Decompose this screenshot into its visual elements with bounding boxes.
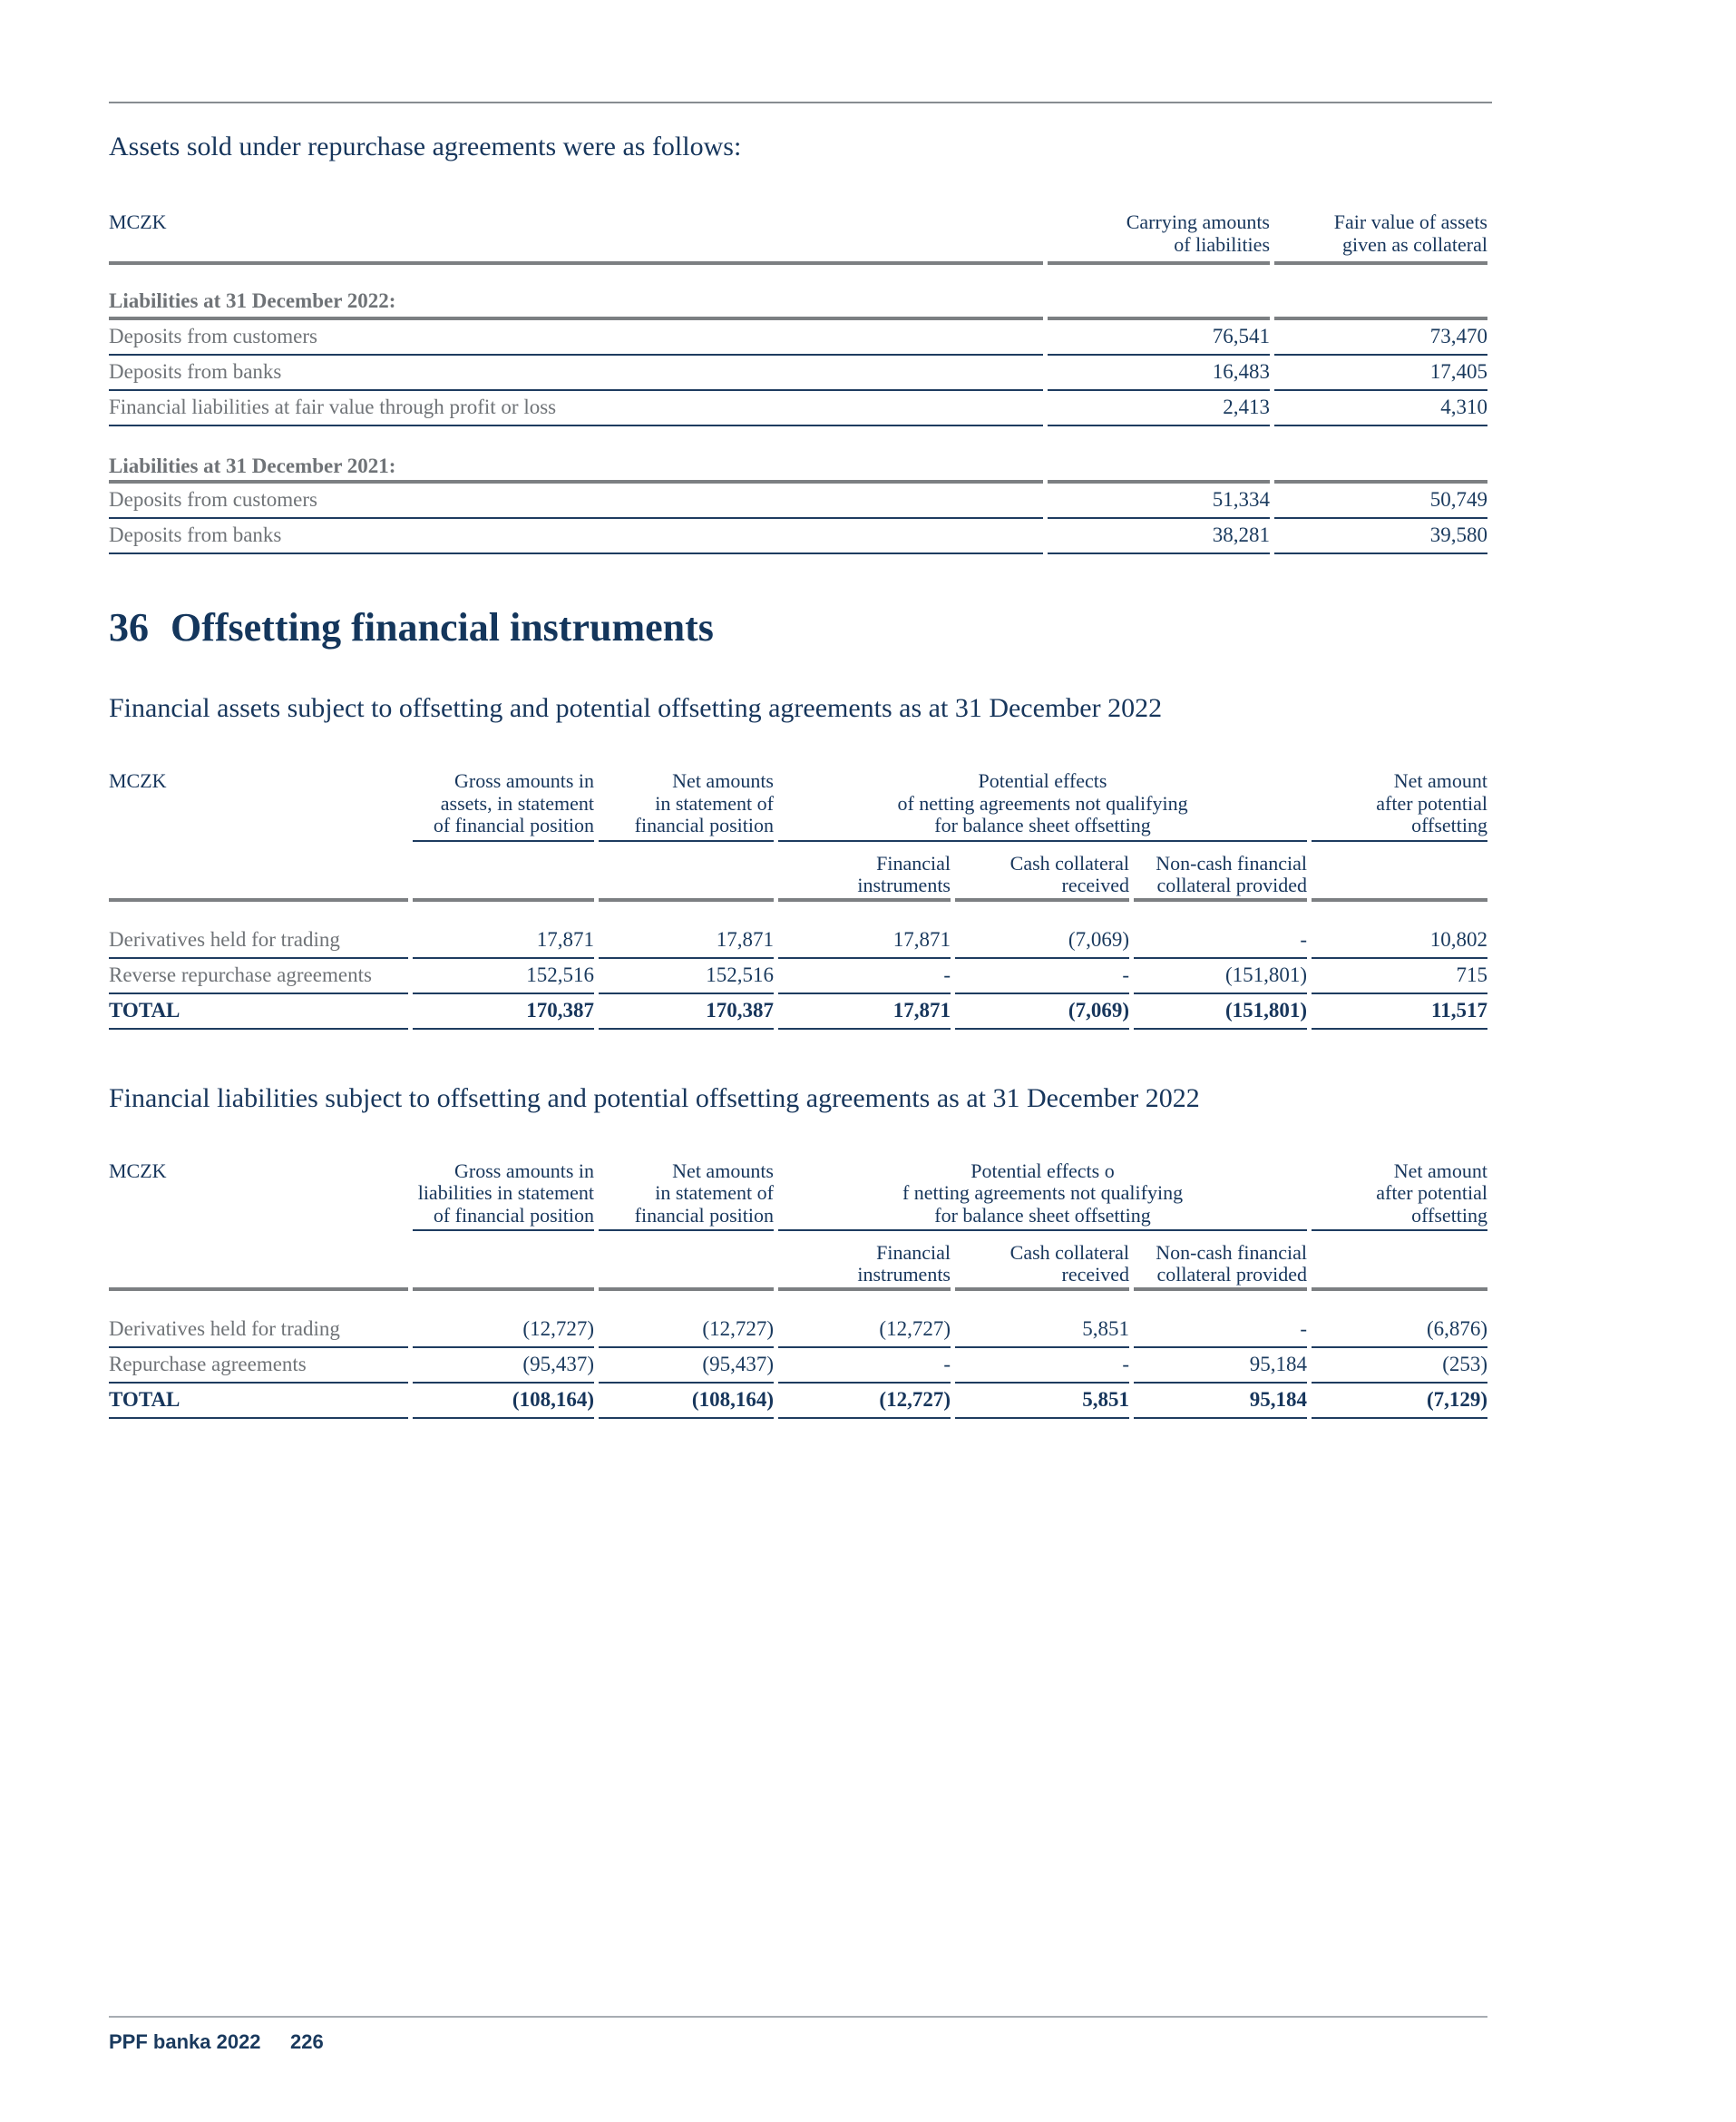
section-number: 36: [109, 605, 149, 650]
fair-value: 4,310: [1274, 391, 1487, 426]
page-footer: [109, 2016, 1487, 2054]
subcolumn-financial-instruments: Financial instruments: [778, 842, 951, 902]
total-row: TOTAL (108,164) (108,164) (12,727) 5,851 95,184 (7,129): [109, 1384, 1487, 1419]
table-row: [109, 391, 1487, 426]
carrying-amount-value: 38,281: [1048, 519, 1270, 554]
fair-value: 39,580: [1274, 519, 1487, 554]
row-label: Deposits from banks: [109, 356, 1043, 391]
column-header-fair-value: Fair value of assets given as collateral: [1274, 210, 1487, 265]
page-content: [109, 0, 1492, 1419]
spacer-row: [109, 426, 1487, 452]
column-header-net-after: Net amount after potential offsetting: [1312, 770, 1487, 842]
footer-divider: [109, 2016, 1487, 2018]
subcolumn-financial-instruments: Financial instruments: [778, 1231, 951, 1291]
row-label: Reverse repurchase agreements: [109, 959, 408, 994]
column-header-potential-effects: Potential effects o f netting agreements not qualifying for balance sheet offsetting: [778, 1160, 1307, 1232]
offsetting-header-row: [109, 770, 1487, 842]
unit-label: MCZK: [109, 770, 408, 902]
row-label: Deposits from banks: [109, 519, 1043, 554]
table-row: Derivatives held for trading 17,871 17,871 17,871 (7,069) - 10,802: [109, 902, 1487, 959]
fair-value: 17,405: [1274, 356, 1487, 391]
column-header-gross: Gross amounts in assets, in statement of financial position: [413, 770, 594, 842]
table-row: [109, 484, 1487, 519]
table-row: [109, 320, 1487, 356]
column-header-net: Net amounts in statement of financial position: [599, 1160, 774, 1232]
offsetting-header-row: [109, 1160, 1487, 1232]
column-header-net: Net amounts in statement of financial position: [599, 770, 774, 842]
carrying-amount-value: 76,541: [1048, 320, 1270, 356]
row-label: Derivatives held for trading: [109, 902, 408, 959]
row-label: Deposits from customers: [109, 320, 1043, 356]
repo-table-header-row: [109, 210, 1487, 265]
repo-table: [104, 210, 1492, 554]
column-header-gross: Gross amounts in liabilities in statement of financial position: [413, 1160, 594, 1232]
subcolumn-cash-collateral: Cash collateral received: [955, 842, 1129, 902]
table-row: [109, 519, 1487, 554]
row-label: Repurchase agreements: [109, 1348, 408, 1384]
liabilities-table-caption: Financial liabilities subject to offsetting and potential offsetting agreements as at 31 December 2022: [109, 1082, 1200, 1113]
section-title: [109, 602, 1492, 653]
carrying-amount-value: 2,413: [1048, 391, 1270, 426]
table-row: [109, 356, 1487, 391]
intro-heading: Assets sold under repurchase agreements were as follows:: [109, 132, 742, 161]
page-number: 226: [290, 2030, 324, 2053]
column-header-net-after: Net amount after potential offsetting: [1312, 1160, 1487, 1232]
table-row: Derivatives held for trading (12,727) (12,727) (12,727) 5,851 - (6,876): [109, 1291, 1487, 1348]
table-row: Reverse repurchase agreements 152,516 152,516 - - (151,801) 715: [109, 959, 1487, 994]
subcolumn-noncash-collateral: Non-cash financial collateral provided: [1134, 1231, 1307, 1291]
fair-value: 50,749: [1274, 484, 1487, 519]
section-heading-2022: Liabilities at 31 December 2022:: [109, 265, 1487, 320]
offsetting-assets-table: [104, 770, 1492, 1030]
row-label: Financial liabilities at fair value through profit or loss: [109, 391, 1043, 426]
subcolumn-cash-collateral: Cash collateral received: [955, 1231, 1129, 1291]
offsetting-liabilities-table: [104, 1160, 1492, 1420]
fair-value: 73,470: [1274, 320, 1487, 356]
section-title-text: Offsetting financial instruments: [171, 605, 714, 650]
table-row: Repurchase agreements (95,437) (95,437) - - 95,184 (253): [109, 1348, 1487, 1384]
subcolumn-noncash-collateral: Non-cash financial collateral provided: [1134, 842, 1307, 902]
unit-label: MCZK: [109, 210, 1043, 265]
row-label: Derivatives held for trading: [109, 1291, 408, 1348]
row-label: Deposits from customers: [109, 484, 1043, 519]
column-header-carrying: Carrying amounts of liabilities: [1048, 210, 1270, 265]
footer-brand: PPF banka 2022: [109, 2030, 261, 2053]
total-row: TOTAL 170,387 170,387 17,871 (7,069) (151,801) 11,517: [109, 994, 1487, 1030]
section-heading-2021: Liabilities at 31 December 2021:: [109, 452, 1487, 484]
unit-label: MCZK: [109, 1160, 408, 1292]
column-header-potential-effects: Potential effects of netting agreements not qualifying for balance sheet offsetting: [778, 770, 1307, 842]
assets-table-caption: Financial assets subject to offsetting and potential offsetting agreements as at 31 December 2022: [109, 693, 1163, 723]
top-divider: [109, 102, 1492, 103]
carrying-amount-value: 16,483: [1048, 356, 1270, 391]
carrying-amount-value: 51,334: [1048, 484, 1270, 519]
